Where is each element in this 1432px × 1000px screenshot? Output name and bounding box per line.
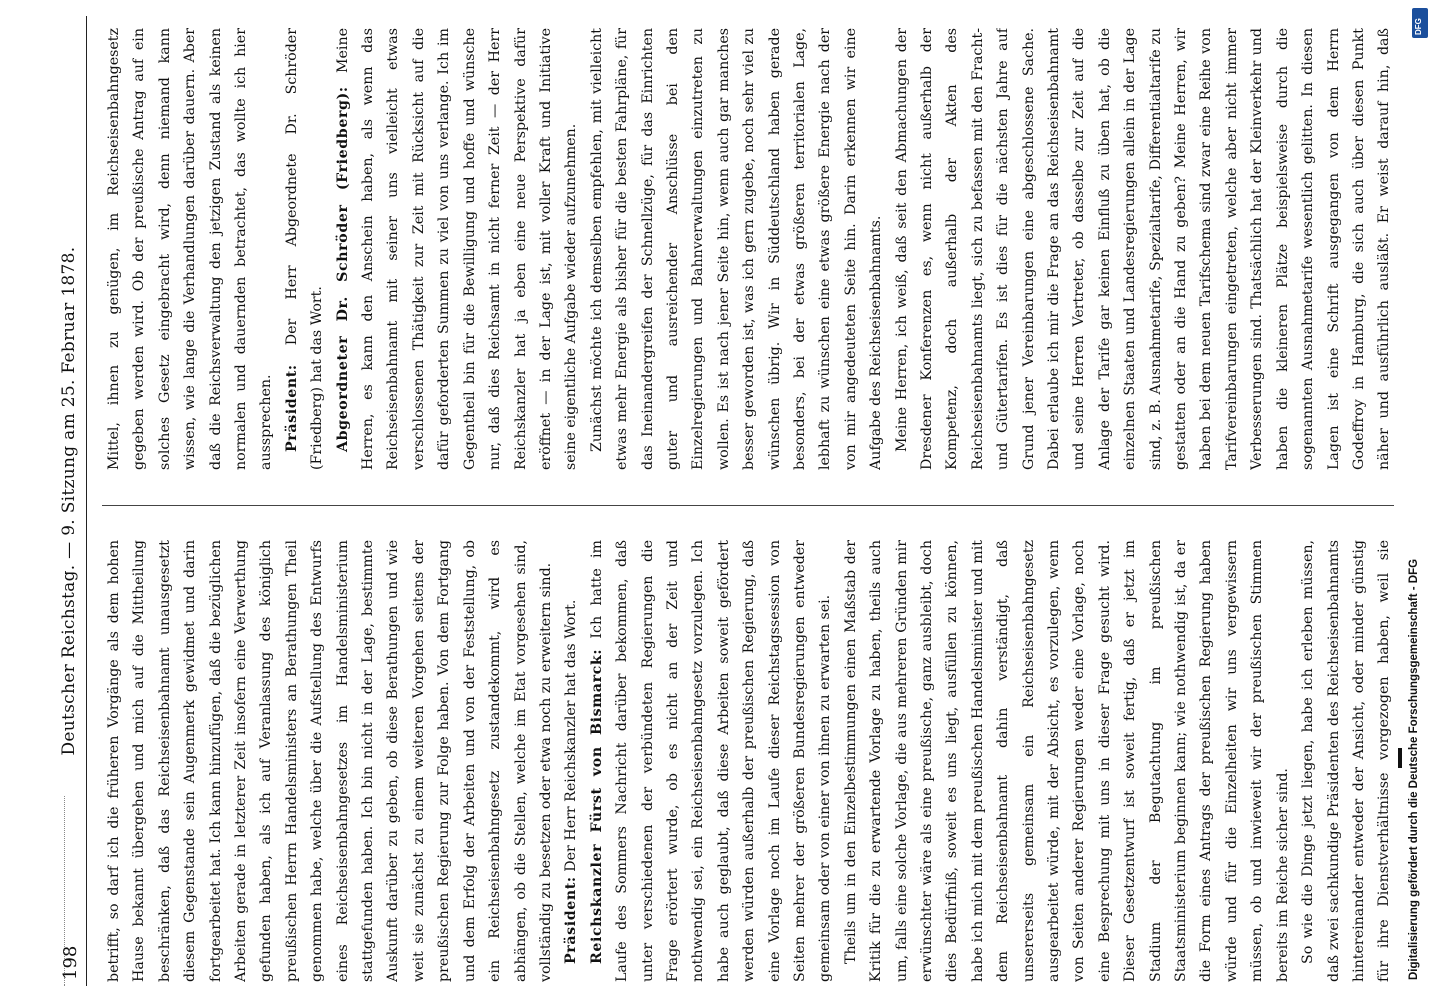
paragraph: So wie die Dinge jetzt liegen, habe ich erleben müssen, daß zwei sachkundige Präsidenten des Reichseisenbahnamts hintereinander entweder der Ansicht, oder minder günstig für ihre Dienstverhältnisse vorgezogen haben, weil sie	[1300, 540, 1393, 982]
speaker-name: Präsident:	[283, 364, 300, 452]
speech-paragraph	[559, 540, 584, 982]
dfg-logo	[1412, 8, 1428, 38]
continued-paragraph: betrifft, so darf ich die früheren Vorgänge als dem hohen Hause bekannt übergehen und mich auf die Mittheilung beschränken, daß das Reichseisenbahnamt unausgesetzt diesem Gegenstande sein Augenmerk gewidmet und darin fortgearbeitet hat. Ich kann hinzufügen, daß die bezüglichen Arbeiten gerade in letzterer Zeit insofern eine Verwerthung gefunden haben, als ich auf Veranlassung des königlich preußischen Herrn Handelsministers an Berathungen Theil genommen habe, welche über die Aufstellung des Entwurfs eines Reichseisenbahngesetzes im Handelsministerium stattgefunden haben. Ich bin nicht in der Lage, bestimmte Auskunft darüber zu geben, ob diese Berathungen und wie weit sie zunächst zu einem weiteren Vorgehen seitens der preußischen Regierung zur Folge haben. Von dem Fortgang und dem Erfolg der Arbeiten und von der Feststellung, ob ein Reichseisenbahngesetz zustandekommt, wird es abhängen, ob die Stellen, welche im Etat vorgesehen sind, vollständig zu besetzen oder etwa noch zu erweitern sind.	[106, 540, 554, 982]
speech-text: Der Herr Abgeordnete Dr. Schröder (Friedberg) hat das Wort.	[283, 28, 326, 470]
speech-text: Ich hatte im Laufe des Sommers Nachricht darüber bekommen, daß unter verschiedenen der verbündeten Regierungen die Frage erörtert wurde, ob es nicht an der Zeit und nothwendig sei, ein Reichseisenbahngesetz vorzulegen. Ich habe auch geglaubt, daß diese Arbeiten soweit gefördert werden würden außerhalb der preußischen Regierung, daß eine Vorlage noch im Laufe dieser Reichstagssession von Seiten mehrer der größeren Bundesregierungen entweder gemeinsam oder von einer von ihnen zu erwarten sei.	[588, 540, 834, 982]
speech-paragraph	[280, 28, 331, 470]
right-column	[102, 28, 1398, 470]
speech-text: Der Herr Reichskanzler hat das Wort.	[563, 599, 580, 877]
speech-paragraph	[331, 28, 585, 470]
paragraph: Zunächst möchte ich demselben empfehlen, mit vielleicht etwas mehr Energie als bisher für die besten Fahrpläne, für das Ineinandergreifen der Schnellzüge, für das Einrichten guter und ausreichender Anschlüsse bei den Einzelregierungen und Bahnverwaltungen einzutreten zu wollen. Es ist nach jener Seite hin, wenn auch gar manches besser geworden ist, was ich gern zugebe, noch sehr viel zu wünschen übrig. Wir in Süddeutschland haben gerade besonders, bei der etwas größeren territorialen Lage, lebhaft zu wünschen eine etwas größere Energie nach der von mir angedeuteten Seite hin. Darin erkennen wir eine Aufgabe des Reichseisenbahnamts.	[588, 28, 885, 470]
left-column	[102, 540, 1398, 982]
dfg-logo-text: DFG	[1414, 18, 1423, 35]
speaker-name: Präsident:	[563, 876, 580, 964]
digitization-credit: Digitalisierung gefördert durch die Deutsche Forschungsgemeinschaft - DFG	[1408, 558, 1420, 980]
paragraph: Meine Herren, ich weiß, daß seit den Abmachungen der Dresdener Konferenzen es, wenn nicht außerhalb der Kompetenz, doch außerhalb der Akten des Reichseisenbahnamts liegt, sich zu befassen mit den Fracht- und Gütertarifen. Es ist dies für die nächsten Jahre auf Grund jener Vereinbarungen eine abgeschlossene Sache. Dabei erlaube ich mir die Frage an das Reichseisenbahnamt und seine Herren Vertreter, ob dasselbe zur Zeit auf die Anlage der Tarife gar keinen Einfluß zu üben hat, ob die einzelnen Staaten und Landesregierungen allein in der Lage sind, z. B. Ausnahmetarife, Spezialtarife, Differentialtarife zu gestatten oder an die Hand zu geben? Meine Herren, wir haben bei dem neuen Tarifschema sind zwar eine Reihe von Tarifvereinbarungen eingetreten, welche aber nicht immer Verbesserungen sind. Thatsächlich hat der Kleinverkehr und haben die kleineren Plätze beispielsweise durch die sogenannten Ausnahmetarife wesentlich gelitten. In diesen Lagen ist eine Schrift ausgegangen von dem Herrn Godeffroy in Hamburg, die sich auch über diesen Punkt näher und ausführlich ausläßt. Er weist darauf hin, daß	[893, 28, 1393, 470]
speech-text: Meine Herren, es kann den Anschein haben, als wenn das Reichseisenbahnamt mit seiner uns vielleicht etwas verschlossenen Thätigkeit zur Zeit mit Rücksicht auf die dafür geforderten Summen zu viel von uns verlange. Ich im Gegentheil bin für die Bewilligung und hoffe und wünsche nur, daß dies Reichsamt in nicht ferner Zeit — der Herr Reichskanzler hat ja eben eine neue Perspektive dafür eröffnet — in der Lage ist, mit voller Kraft und Initiative seine eigentliche Aufgabe wieder aufzunehmen.	[334, 28, 580, 470]
page-number: 198	[60, 945, 81, 980]
speaker-name: Abgeordneter Dr. Schröder (Friedberg):	[334, 86, 351, 452]
margin-mark	[1398, 748, 1402, 768]
speech-paragraph	[585, 540, 839, 982]
running-title: Deutscher Reichstag. — 9. Sitzung am 25. Februar 1878.	[59, 246, 79, 756]
document-page	[58, 16, 1404, 986]
continued-paragraph: Mittel, ihnen zu genügen, im Reichseisenbahngesetz gegeben werden wird. Ob der preußische Antrag auf ein solches Gesetz eingebracht wird, denn niemand kann wissen, wie lange die Verhandlungen darüber dauern. Aber daß die Reichsverwaltung den jetzigen Zustand als keinen normalen und dauernden betrachtet, das wollte ich hier aussprechen.	[106, 28, 275, 470]
page-header	[58, 16, 87, 986]
paragraph: Theils um in den Einzelbestimmungen einen Maßstab der Kritik für die zu erwartende Vorlage zu haben, theils auch um, falls eine solche Vorlage, die aus mehreren Gründen mir erwünschter wäre als eine preußische, ganz ausbleibt, doch dies Bedürfniß, soweit es uns liegt, ausfüllen zu können, habe ich mich mit dem preußischen Handelsminister und mit dem Reichseisenbahnamt dahin verständigt, daß unsererseits gemeinsam ein Reichseisenbahngesetz ausgearbeitet würde, mit der Absicht, es vorzulegen, wenn von Seiten anderer Regierungen weder eine Vorlage, noch eine Besprechung mit uns in dieser Frage gesucht wird. Dieser Gesetzentwurf ist soweit fertig, daß er jetzt im Stadium der Begutachtung im preußischen Staatsministerium beginnen kann; wie nothwendig ist, da er die Form eines Antrags der preußischen Regierung haben würde und für die Einzelheiten wir uns vergewissern müssen, ob und inwieweit wir der preußischen Stimmen bereits im Reiche sicher sind.	[842, 540, 1291, 982]
column-divider	[102, 505, 1394, 506]
speaker-name: Reichskanzler Fürst von Bismarck:	[588, 648, 605, 964]
